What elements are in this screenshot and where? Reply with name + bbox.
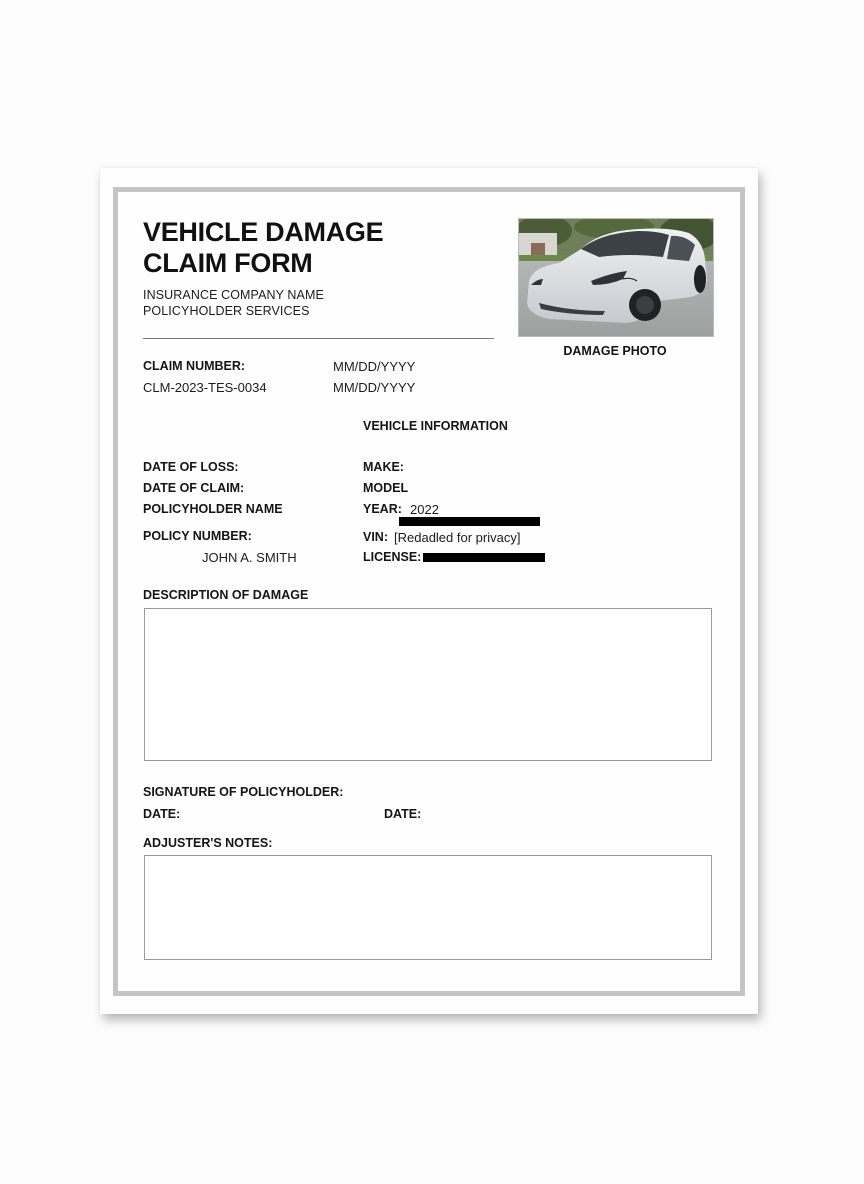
model-label: MODEL — [363, 481, 409, 495]
vin-value[interactable]: [Redadled for privacy] — [394, 530, 521, 545]
claim-number-label: CLAIM NUMBER: — [143, 359, 246, 373]
company-name: INSURANCE COMPANY NAME — [143, 288, 324, 302]
header-divider — [143, 338, 494, 339]
policyholder-name-value[interactable]: JOHN A. SMITH — [202, 550, 297, 565]
license-redaction-bar — [423, 553, 545, 562]
signature-label: SIGNATURE OF POLICYHOLDER: — [143, 785, 344, 799]
policy-number-label: POLICY NUMBER: — [143, 529, 252, 543]
year-label: YEAR: — [363, 502, 402, 516]
title-line-1: VEHICLE DAMAGE — [143, 217, 384, 247]
redaction-bar — [399, 517, 540, 526]
date-of-claim-label: DATE OF CLAIM: — [143, 481, 245, 495]
car-photo-icon — [519, 219, 713, 336]
adjuster-notes-label: ADJUSTER'S NOTES: — [143, 836, 273, 850]
date-field-2[interactable]: MM/DD/YYYY — [333, 380, 416, 395]
adjuster-date-label: DATE: — [384, 807, 422, 821]
department-name: POLICYHOLDER SERVICES — [143, 304, 310, 318]
policyholder-name-label: POLICYHOLDER NAME — [143, 502, 283, 516]
description-label: DESCRIPTION OF DAMAGE — [143, 588, 309, 602]
title-line-2: CLAIM FORM — [143, 248, 313, 278]
license-label: LICENSE: — [363, 550, 422, 564]
date-of-loss-label: DATE OF LOSS: — [143, 460, 239, 474]
claim-form-page — [100, 168, 758, 1014]
vin-label: VIN: — [363, 530, 388, 544]
description-textarea[interactable] — [144, 608, 712, 761]
signature-date-label: DATE: — [143, 807, 181, 821]
claim-number-value[interactable]: CLM-2023-TES-0034 — [143, 380, 267, 395]
form-title — [143, 217, 383, 279]
damage-photo[interactable] — [518, 218, 714, 337]
year-value[interactable]: 2022 — [410, 502, 439, 517]
damage-photo-label: DAMAGE PHOTO — [563, 344, 667, 358]
make-label: MAKE: — [363, 460, 404, 474]
date-field-1[interactable]: MM/DD/YYYY — [333, 359, 416, 374]
adjuster-notes-textarea[interactable] — [144, 855, 712, 960]
vehicle-info-heading: VEHICLE INFORMATION — [363, 419, 508, 433]
